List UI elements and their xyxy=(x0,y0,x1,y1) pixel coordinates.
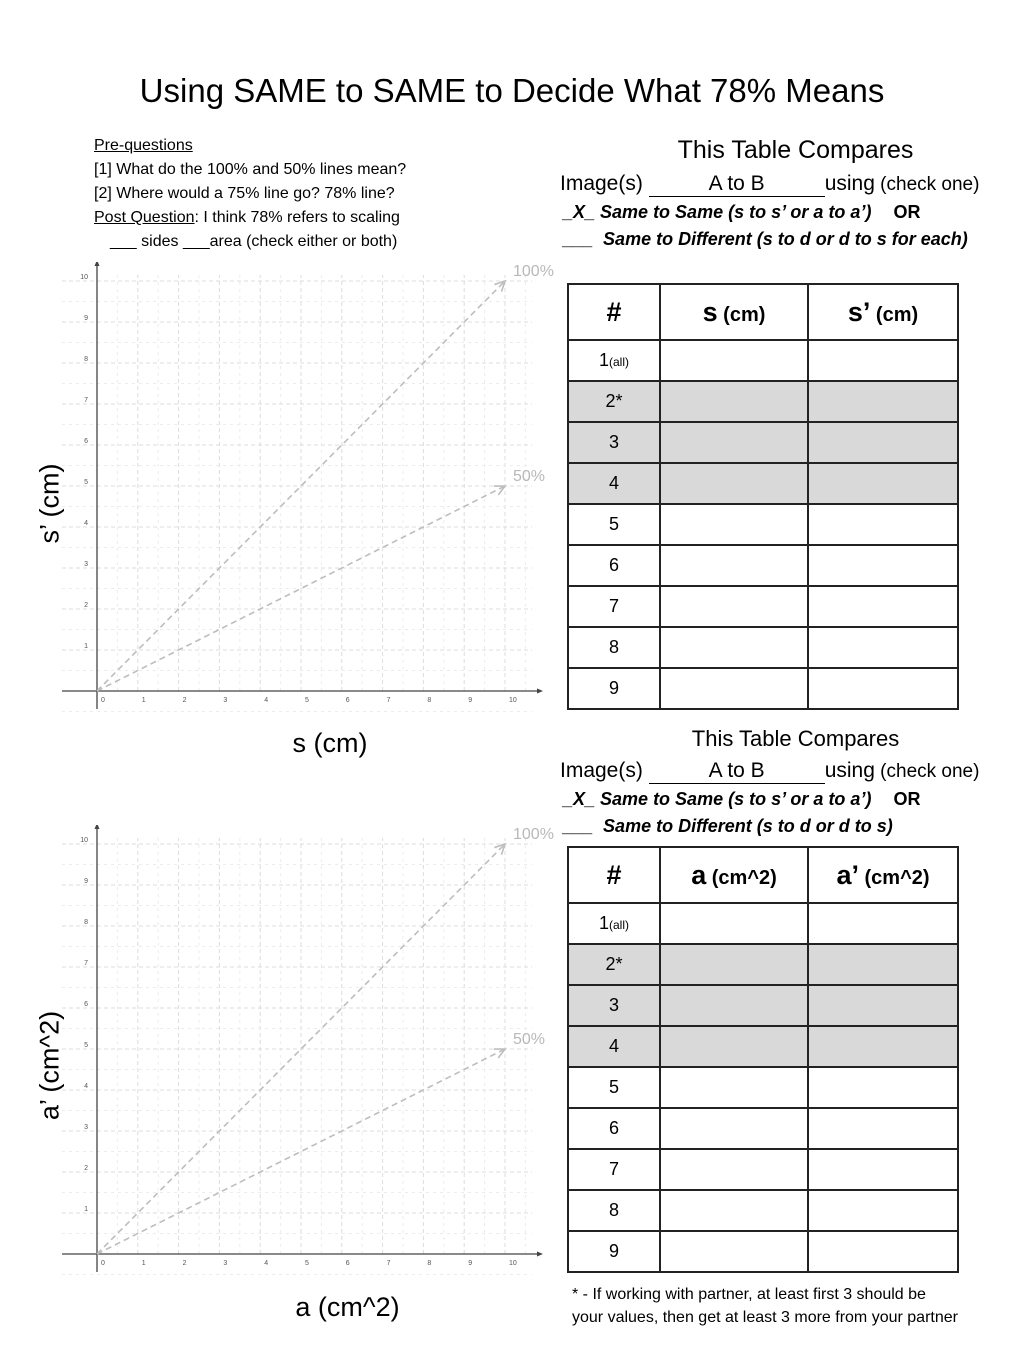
y-tick-label: 1 xyxy=(84,643,88,650)
y-tick-label: 10 xyxy=(80,274,88,281)
table-cell[interactable] xyxy=(660,463,808,504)
y-tick-label: 4 xyxy=(84,1083,88,1090)
x-tick-label: 0 xyxy=(101,697,105,704)
post-question-label: Post Question xyxy=(94,209,195,226)
table-row: 8 xyxy=(568,627,958,668)
table-cell[interactable] xyxy=(660,1108,808,1149)
table-row: 8 xyxy=(568,1190,958,1231)
footnote-line-2: your values, then get at least 3 more from your partner xyxy=(572,1309,958,1326)
y-tick-label: 10 xyxy=(80,837,88,844)
table-row: 2* xyxy=(568,381,958,422)
table-cell[interactable] xyxy=(808,627,958,668)
x-tick-label: 9 xyxy=(468,1260,473,1267)
table-cell[interactable] xyxy=(660,1149,808,1190)
table-header-row xyxy=(568,847,958,903)
table-cell[interactable] xyxy=(660,1026,808,1067)
table-cell[interactable] xyxy=(660,422,808,463)
bottom-images-field[interactable]: A to B xyxy=(649,759,825,784)
y-tick-label: 9 xyxy=(84,878,88,885)
x-axis-arrow-icon xyxy=(537,689,543,694)
table-cell[interactable] xyxy=(808,545,958,586)
y-tick-label: 4 xyxy=(84,520,88,527)
table-cell[interactable] xyxy=(808,1067,958,1108)
bottom-option-same[interactable]: _X_ Same to Same (s to s’ or a to a’) OR xyxy=(563,789,921,809)
table-row: 1(all) xyxy=(568,340,958,381)
table-cell[interactable] xyxy=(808,1026,958,1067)
bottom-compares-title: This Table Compares xyxy=(691,726,900,751)
y-tick-label: 3 xyxy=(84,1124,88,1131)
pre-questions xyxy=(94,134,406,254)
col-num-header: # xyxy=(568,284,660,340)
top-compares-title: This Table Compares xyxy=(677,136,914,164)
footnote-line-1: * - If working with partner, at least first 3 should be xyxy=(572,1286,926,1303)
table-cell[interactable] xyxy=(660,668,808,709)
table-row: 5 xyxy=(568,1067,958,1108)
y-tick-label: 8 xyxy=(84,356,88,363)
x-tick-label: 5 xyxy=(305,1260,309,1267)
top-x-axis-label: s (cm) xyxy=(292,728,368,758)
y-tick-label: 2 xyxy=(84,1165,88,1172)
col-s-prime-header: s’ (cm) xyxy=(808,284,958,340)
table-cell[interactable] xyxy=(808,381,958,422)
table-cell[interactable] xyxy=(808,340,958,381)
table-row: 6 xyxy=(568,545,958,586)
table-cell[interactable] xyxy=(808,422,958,463)
table-row: 7 xyxy=(568,1149,958,1190)
table-cell[interactable] xyxy=(808,1190,958,1231)
table-cell[interactable] xyxy=(660,545,808,586)
bottom-data-table xyxy=(567,846,959,1273)
table-cell[interactable] xyxy=(808,586,958,627)
x-tick-label: 6 xyxy=(345,1260,350,1267)
y-tick-label: 3 xyxy=(84,561,88,568)
table-row: 7 xyxy=(568,586,958,627)
bottom-y-axis-label: a’ (cm^2) xyxy=(34,1010,65,1121)
x-tick-label: 1 xyxy=(141,697,146,704)
y-axis-arrow-icon xyxy=(95,825,100,829)
table-cell[interactable] xyxy=(660,903,808,944)
bottom-x-axis-label: a (cm^2) xyxy=(295,1292,400,1322)
table-cell[interactable] xyxy=(808,504,958,545)
table-cell[interactable] xyxy=(660,1190,808,1231)
table-cell[interactable] xyxy=(660,985,808,1026)
x-tick-label: 4 xyxy=(264,1260,269,1267)
table-row: 4 xyxy=(568,1026,958,1067)
y-tick-label: 8 xyxy=(84,919,88,926)
y-tick-label: 5 xyxy=(84,1042,88,1049)
table-cell[interactable] xyxy=(808,985,958,1026)
bottom-graph xyxy=(50,825,560,1277)
table-header-row xyxy=(568,284,958,340)
col-a-header: a (cm^2) xyxy=(660,847,808,903)
bottom-grid xyxy=(62,838,532,1275)
bottom-label-100: 100% xyxy=(513,826,554,843)
arrowhead-icon xyxy=(494,1049,505,1058)
x-tick-label: 10 xyxy=(509,1260,517,1267)
x-tick-label: 8 xyxy=(427,697,432,704)
table-cell[interactable] xyxy=(808,1108,958,1149)
bottom-table-heading xyxy=(558,726,1018,844)
x-tick-label: 2 xyxy=(182,1260,187,1267)
top-option-different[interactable]: ___ Same to Different (s to d or d to s for each) xyxy=(563,229,968,249)
bottom-images-line: Image(s) A to B using (check one) xyxy=(560,759,980,782)
x-tick-label: 3 xyxy=(223,697,228,704)
table-row: 4 xyxy=(568,463,958,504)
page-title: Using SAME to SAME to Decide What 78% Means xyxy=(139,72,885,109)
pre-questions-heading: Pre-questions xyxy=(94,137,193,154)
table-cell[interactable] xyxy=(660,1067,808,1108)
x-tick-label: 10 xyxy=(509,697,517,704)
top-images-line: Image(s) A to B using (check one) xyxy=(560,172,980,195)
y-tick-label: 6 xyxy=(84,1001,88,1008)
top-images-field[interactable]: A to B xyxy=(649,172,825,197)
top-table-heading xyxy=(558,136,1018,261)
top-y-axis-label: s’ (cm) xyxy=(34,463,65,544)
table-cell[interactable] xyxy=(660,1231,808,1272)
y-tick-label: 5 xyxy=(84,479,88,486)
x-tick-label: 2 xyxy=(182,697,187,704)
table-cell[interactable] xyxy=(660,381,808,422)
top-label-50: 50% xyxy=(513,468,546,485)
table-cell[interactable] xyxy=(660,586,808,627)
check-sides-area[interactable]: ___ sides ___area (check either or both) xyxy=(110,233,398,250)
table-cell[interactable] xyxy=(808,1231,958,1272)
top-option-same[interactable]: _X_ Same to Same (s to s’ or a to a’) OR xyxy=(563,202,921,222)
col-a-prime-header: a’ (cm^2) xyxy=(808,847,958,903)
x-axis-arrow-icon xyxy=(537,1252,543,1257)
x-tick-label: 9 xyxy=(468,697,473,704)
table-row: 9 xyxy=(568,1231,958,1272)
footnote xyxy=(572,1283,958,1329)
x-tick-label: 5 xyxy=(305,697,309,704)
top-label-100: 100% xyxy=(513,263,554,280)
x-tick-label: 1 xyxy=(141,1260,146,1267)
y-tick-label: 1 xyxy=(84,1206,88,1213)
post-question-text: : I think 78% refers to scaling xyxy=(194,209,400,226)
table-row: 9 xyxy=(568,668,958,709)
col-num-header: # xyxy=(568,847,660,903)
table-cell[interactable] xyxy=(660,944,808,985)
table-cell[interactable] xyxy=(808,668,958,709)
arrowhead-icon xyxy=(494,486,505,495)
table-cell[interactable] xyxy=(808,903,958,944)
y-tick-label: 6 xyxy=(84,438,88,445)
y-axis-arrow-icon xyxy=(95,262,100,266)
top-graph xyxy=(50,262,560,714)
question-2: [2] Where would a 75% line go? 78% line? xyxy=(94,185,395,202)
y-tick-label: 7 xyxy=(84,960,88,967)
y-tick-label: 9 xyxy=(84,315,88,322)
x-tick-label: 8 xyxy=(427,1260,432,1267)
col-s-header: s (cm) xyxy=(660,284,808,340)
bottom-label-50: 50% xyxy=(513,1031,546,1048)
bottom-option-different[interactable]: ___ Same to Different (s to d or d to s) xyxy=(563,816,893,836)
table-row: 3 xyxy=(568,422,958,463)
table-row: 5 xyxy=(568,504,958,545)
y-tick-label: 2 xyxy=(84,602,88,609)
x-tick-label: 3 xyxy=(223,1260,228,1267)
x-tick-label: 4 xyxy=(264,697,269,704)
x-tick-label: 7 xyxy=(386,697,391,704)
x-tick-label: 6 xyxy=(345,697,350,704)
top-data-table xyxy=(567,283,959,710)
table-row: 2* xyxy=(568,944,958,985)
table-cell[interactable] xyxy=(660,340,808,381)
top-grid xyxy=(62,275,532,712)
table-cell[interactable] xyxy=(808,1149,958,1190)
table-cell[interactable] xyxy=(808,463,958,504)
y-tick-label: 7 xyxy=(84,397,88,404)
table-row: 1(all) xyxy=(568,903,958,944)
table-cell[interactable] xyxy=(808,944,958,985)
table-cell[interactable] xyxy=(660,627,808,668)
question-1: [1] What do the 100% and 50% lines mean? xyxy=(94,161,407,178)
table-cell[interactable] xyxy=(660,504,808,545)
table-row: 3 xyxy=(568,985,958,1026)
x-tick-label: 0 xyxy=(101,1260,105,1267)
x-tick-label: 7 xyxy=(386,1260,391,1267)
table-row: 6 xyxy=(568,1108,958,1149)
